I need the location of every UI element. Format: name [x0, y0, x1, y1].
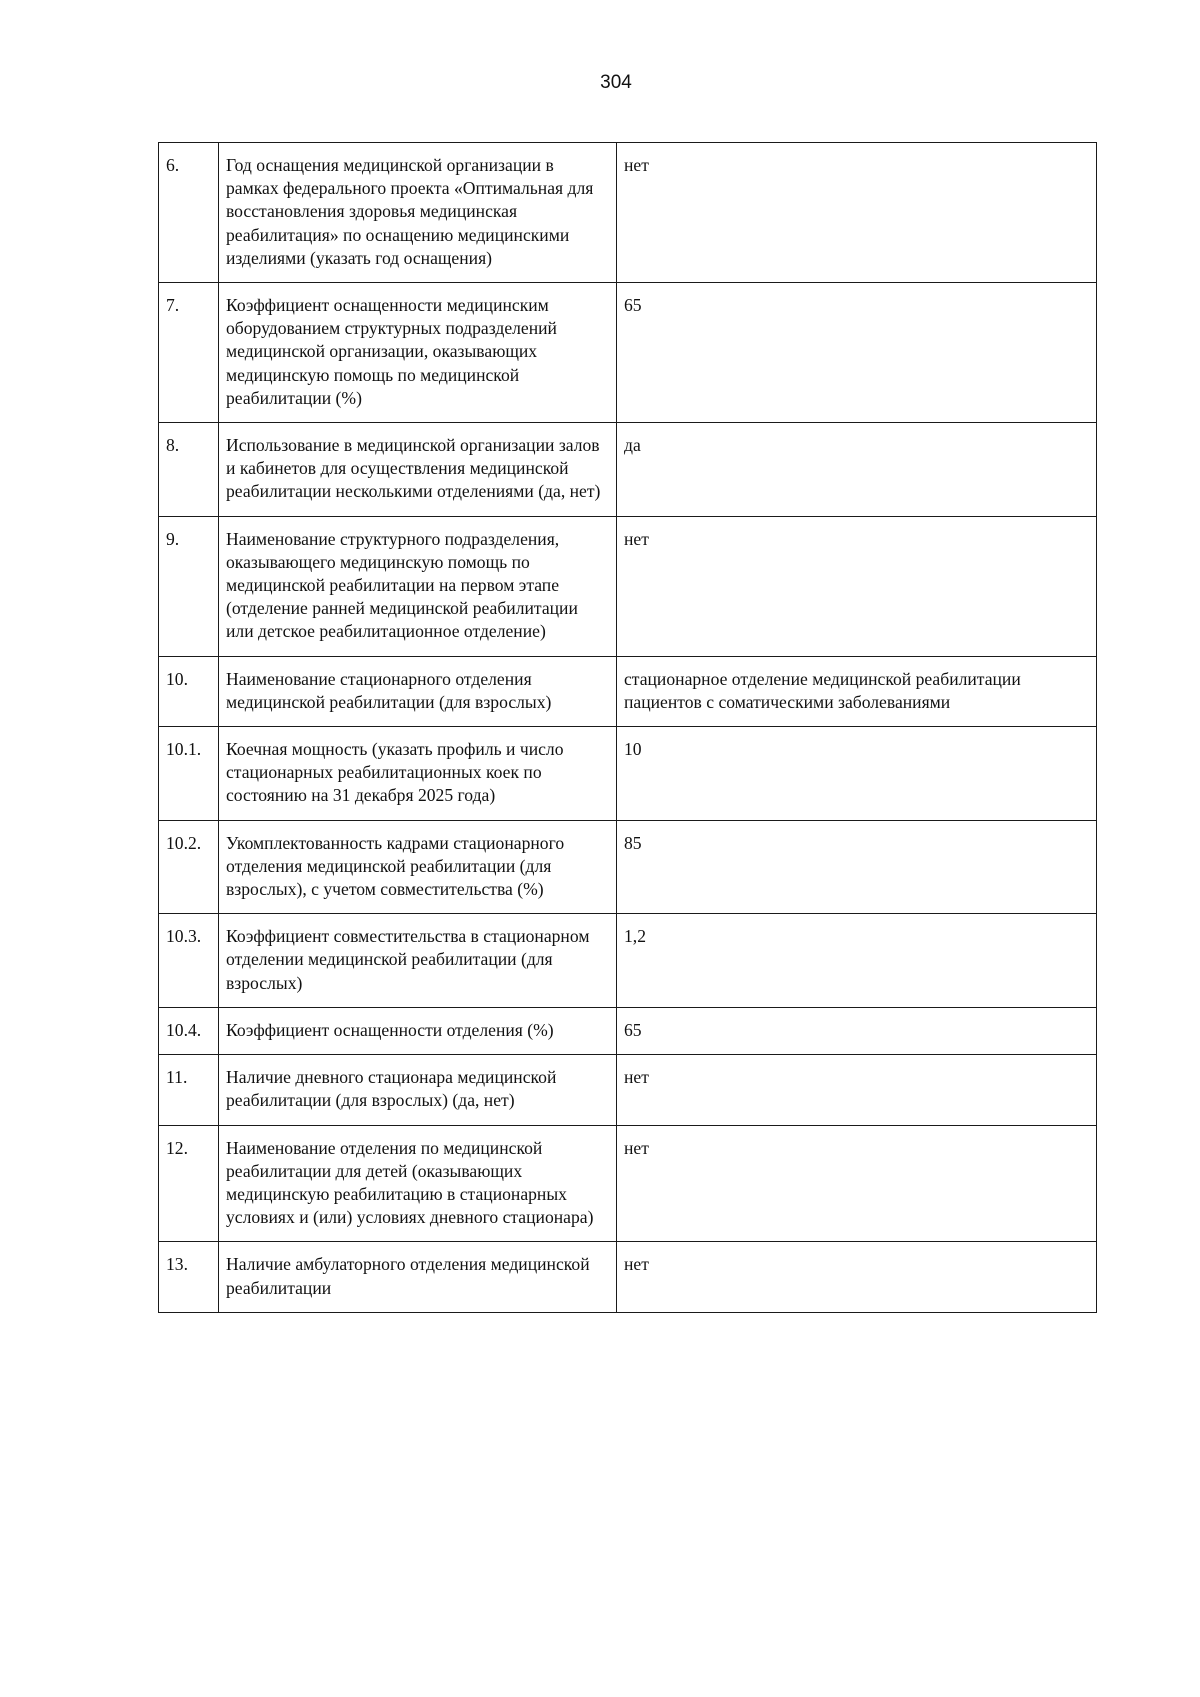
- parameter-cell: Наименование стационарного отделения медицинской реабилитации (для взрослых): [219, 656, 617, 726]
- row-number: 8.: [159, 423, 219, 517]
- table-row: [159, 656, 1097, 726]
- value-cell: нет: [617, 516, 1097, 656]
- table-row: [159, 423, 1097, 517]
- row-number: 10.: [159, 656, 219, 726]
- table-row: [159, 283, 1097, 423]
- value-cell: 85: [617, 820, 1097, 914]
- row-number: 10.2.: [159, 820, 219, 914]
- value-cell: 1,2: [617, 914, 1097, 1008]
- value-cell: стационарное отделение медицинской реабилитации пациентов с соматическими заболеваниями: [617, 656, 1097, 726]
- row-number: 13.: [159, 1242, 219, 1312]
- table-row: [159, 143, 1097, 283]
- row-number: 12.: [159, 1125, 219, 1242]
- row-number: 10.3.: [159, 914, 219, 1008]
- table-row: [159, 727, 1097, 821]
- parameter-cell: Укомплектованность кадрами стационарного отделения медицинской реабилитации (для взрослых), с учетом совместительства (%): [219, 820, 617, 914]
- value-cell: 65: [617, 1007, 1097, 1054]
- value-cell: да: [617, 423, 1097, 517]
- value-cell: 10: [617, 727, 1097, 821]
- parameter-cell: Год оснащения медицинской организации в рамках федерального проекта «Оптимальная для восстановления здоровья медицинская реабилитация» по оснащению медицинскими изделиями (указать год оснащения): [219, 143, 617, 283]
- table-row: [159, 516, 1097, 656]
- page-number: 304: [600, 72, 632, 93]
- parameter-cell: Наличие амбулаторного отделения медицинской реабилитации: [219, 1242, 617, 1312]
- table-row: [159, 820, 1097, 914]
- parameter-cell: Коэффициент оснащенности медицинским оборудованием структурных подразделений медицинской организации, оказывающих медицинскую помощь по медицинской реабилитации (%): [219, 283, 617, 423]
- parameter-cell: Наименование структурного подразделения, оказывающего медицинскую помощь по медицинской реабилитации на первом этапе (отделение ранней медицинской реабилитации или детское реабилитационное отделение): [219, 516, 617, 656]
- row-number: 10.1.: [159, 727, 219, 821]
- table-row: [159, 1242, 1097, 1312]
- row-number: 7.: [159, 283, 219, 423]
- parameter-cell: Коэффициент совместительства в стационарном отделении медицинской реабилитации (для взрослых): [219, 914, 617, 1008]
- table-row: [159, 1007, 1097, 1054]
- parameter-cell: Коэффициент оснащенности отделения (%): [219, 1007, 617, 1054]
- value-cell: 65: [617, 283, 1097, 423]
- parameter-cell: Коечная мощность (указать профиль и число стационарных реабилитационных коек по состоянию на 31 декабря 2025 года): [219, 727, 617, 821]
- row-number: 11.: [159, 1055, 219, 1125]
- indicator-table: [158, 142, 1097, 1313]
- parameter-cell: Наименование отделения по медицинской реабилитации для детей (оказывающих медицинскую реабилитацию в стационарных условиях и (или) условиях дневного стационара): [219, 1125, 617, 1242]
- value-cell: нет: [617, 143, 1097, 283]
- table-row: [159, 1125, 1097, 1242]
- row-number: 10.4.: [159, 1007, 219, 1054]
- row-number: 6.: [159, 143, 219, 283]
- row-number: 9.: [159, 516, 219, 656]
- parameter-cell: Наличие дневного стационара медицинской реабилитации (для взрослых) (да, нет): [219, 1055, 617, 1125]
- value-cell: нет: [617, 1242, 1097, 1312]
- table-row: [159, 914, 1097, 1008]
- value-cell: нет: [617, 1055, 1097, 1125]
- table-row: [159, 1055, 1097, 1125]
- value-cell: нет: [617, 1125, 1097, 1242]
- parameter-cell: Использование в медицинской организации залов и кабинетов для осуществления медицинской реабилитации несколькими отделениями (да, нет): [219, 423, 617, 517]
